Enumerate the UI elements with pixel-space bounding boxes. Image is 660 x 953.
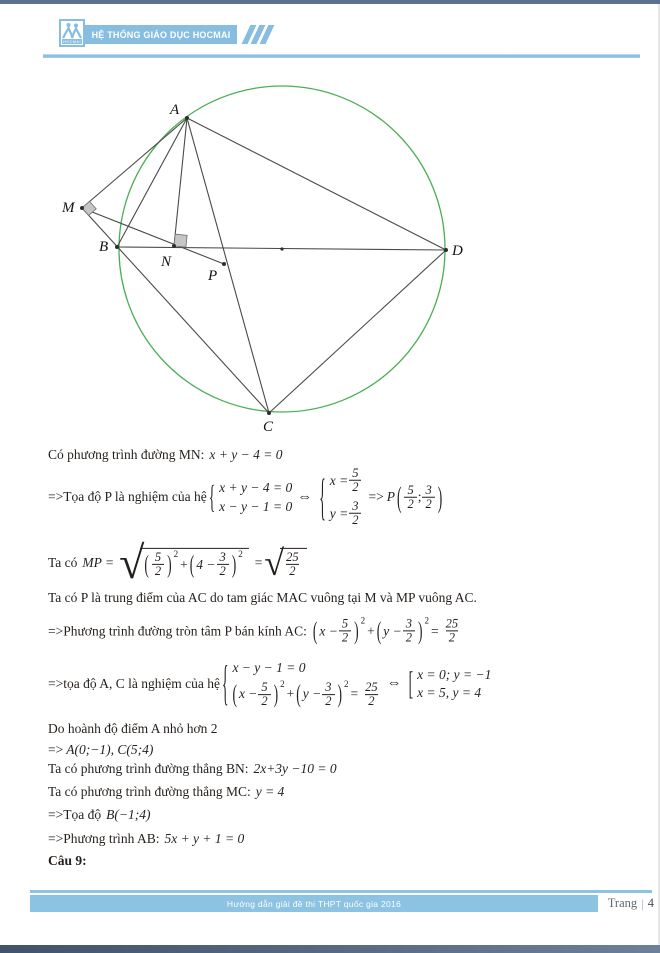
label-d: D xyxy=(452,243,463,259)
point-d xyxy=(444,248,448,252)
fraction xyxy=(258,681,270,708)
denominator: 2 xyxy=(404,497,416,511)
text-run: =>Phương trình đường tròn tâm P bán kính AC: xyxy=(48,623,307,639)
question-9-heading xyxy=(48,853,87,869)
segment-mp xyxy=(82,208,224,264)
equals-sign: = xyxy=(254,555,263,571)
math-expression: y = 4 xyxy=(255,784,285,800)
text-run: =>tọa độ A, C là nghiệm của hệ xyxy=(48,676,220,692)
heading-text: Câu 9: xyxy=(48,853,87,869)
numerator: 5 xyxy=(341,616,349,631)
system-equations xyxy=(219,480,292,514)
left-brace: { xyxy=(221,656,229,711)
left-paren: ( xyxy=(144,549,149,579)
geometry-figure xyxy=(0,0,660,470)
solution-line-circle-eq xyxy=(48,617,462,644)
iff-symbol: ⇔ xyxy=(386,675,402,692)
equation-row: x = 5, y = 4 xyxy=(417,685,482,701)
right-paren: ) xyxy=(354,616,359,645)
left-paren: ( xyxy=(396,479,402,513)
equation-row xyxy=(232,678,381,709)
page-number xyxy=(608,895,654,912)
exponent: 2 xyxy=(280,678,285,689)
denominator: 2 xyxy=(349,513,361,527)
denominator: 2 xyxy=(403,631,415,645)
fraction xyxy=(217,551,229,578)
right-angle-marker-n xyxy=(174,234,187,247)
radicand xyxy=(140,548,248,578)
denominator: 2 xyxy=(349,480,361,494)
left-bracket: [ xyxy=(408,665,414,702)
fraction xyxy=(403,617,415,644)
page-value: 4 xyxy=(647,896,654,910)
math-expression: x = xyxy=(329,472,349,488)
point-b xyxy=(115,245,119,249)
radical: √ ( $\frac{5}{2}$ ) 2 + ( 4 − $\frac{3}{2}$ ) 2 xyxy=(119,548,249,578)
label-m: M xyxy=(62,200,75,216)
equation-row xyxy=(330,467,363,494)
denominator: 2 xyxy=(217,564,229,578)
text-run: Do hoành độ điểm A nhỏ hơn 2 xyxy=(48,721,218,737)
label-n: N xyxy=(161,254,172,270)
fraction xyxy=(349,500,361,527)
circle-center-dot xyxy=(280,247,283,250)
right-paren: ) xyxy=(231,549,237,579)
left-paren: ( xyxy=(296,679,301,709)
solution-line-ab xyxy=(48,831,244,847)
text-run: Có phương trình đường MN: xyxy=(48,447,205,463)
plus-sign: + xyxy=(286,686,295,702)
segment-an xyxy=(174,118,187,246)
solution-line-b-result xyxy=(48,807,150,823)
point-c xyxy=(267,411,271,415)
denominator: 2 xyxy=(152,564,164,578)
bottom-bar xyxy=(0,945,660,953)
text-run: Ta có phương trình đường thẳng MC: xyxy=(48,784,251,800)
math-expression: x + y − 4 = 0 xyxy=(209,447,283,463)
footer-rule xyxy=(30,890,652,893)
fraction xyxy=(322,681,334,708)
numerator: 25 xyxy=(286,549,299,564)
page-separator: | xyxy=(641,895,644,911)
exponent: 2 xyxy=(344,678,349,689)
solution-line-ac-result xyxy=(48,742,153,758)
math-group xyxy=(188,548,245,579)
text-run: =>Tọa độ xyxy=(48,807,102,823)
text-run: Ta có xyxy=(48,555,78,571)
point-n xyxy=(172,244,176,248)
fraction xyxy=(283,551,302,578)
right-paren: ) xyxy=(418,616,423,645)
equals-sign: = xyxy=(431,623,439,639)
segment-ab xyxy=(117,118,187,247)
math-expression: y − xyxy=(383,623,402,639)
math-group xyxy=(311,617,367,644)
left-paren: ( xyxy=(232,679,237,709)
label-p: P xyxy=(208,268,218,284)
math-group xyxy=(142,548,180,579)
equation-row: x + y − 4 = 0 xyxy=(219,479,293,495)
figure-points xyxy=(80,116,448,415)
math-expression: A(0;−1), C(5;4) xyxy=(66,742,154,758)
math-group xyxy=(294,678,350,709)
numerator: 5 xyxy=(261,679,268,694)
math-expression: x − xyxy=(319,623,338,639)
numerator: 5 xyxy=(352,465,359,480)
math-expression: B(−1;4) xyxy=(106,807,151,823)
segment-ad xyxy=(187,118,446,250)
numerator: 3 xyxy=(405,616,412,631)
system-equations xyxy=(232,660,381,708)
math-expression: 5x + y + 1 = 0 xyxy=(164,831,245,847)
exponent: 2 xyxy=(173,548,179,559)
numerator: 5 xyxy=(154,549,162,564)
fraction xyxy=(152,551,164,578)
denominator: 2 xyxy=(286,564,298,578)
solution-line-ac-system xyxy=(48,656,492,711)
footer-bar: Hướng dẫn giải đề thi THPT quốc gia 2016 xyxy=(30,895,598,912)
numerator: 3 xyxy=(352,499,359,513)
separator: ; xyxy=(417,489,422,505)
system-solutions xyxy=(330,467,363,528)
solution-line-condition xyxy=(48,721,218,737)
page-label: Trang xyxy=(607,896,638,910)
label-a: A xyxy=(170,102,180,118)
right-paren: ) xyxy=(167,549,172,579)
point-a xyxy=(185,116,189,120)
point-name: P xyxy=(386,489,395,505)
solution-line-midpoint xyxy=(48,590,477,606)
text-run: =>Phương trình AB: xyxy=(48,831,160,847)
math-group xyxy=(375,617,431,644)
numerator: 25 xyxy=(445,616,459,631)
math-expression: 2x+3y −10 = 0 xyxy=(253,761,337,777)
solution-cases xyxy=(417,667,491,701)
equals-sign: = xyxy=(350,686,359,702)
left-paren: ( xyxy=(376,616,382,645)
denominator: 2 xyxy=(365,694,377,708)
radical: √ $\frac{25}{2}$ xyxy=(264,548,306,578)
figure-segments xyxy=(82,118,446,413)
denominator: 2 xyxy=(339,631,351,645)
math-expression: x − xyxy=(238,686,258,702)
fraction xyxy=(349,467,361,494)
exponent: 2 xyxy=(424,615,429,626)
exponent: 2 xyxy=(360,615,366,626)
left-paren: ( xyxy=(189,549,195,579)
radicand xyxy=(280,548,307,578)
equation-row: x − y − 1 = 0 xyxy=(219,498,293,514)
arrow: => xyxy=(368,489,384,505)
iff-symbol: ⇔ xyxy=(297,488,313,505)
segment-dc xyxy=(269,250,446,413)
math-expression: y − xyxy=(302,686,322,702)
math-expression: MP = xyxy=(82,555,115,571)
solution-line-mc xyxy=(48,784,284,800)
solution-line-bn xyxy=(48,761,337,777)
text-run: =>Tọa độ P là nghiệm của hệ xyxy=(48,489,207,505)
equation-row xyxy=(330,500,363,527)
fraction xyxy=(443,617,462,644)
arrow: => xyxy=(48,742,64,758)
left-brace: { xyxy=(208,478,216,515)
logo-caption: HOCMAI xyxy=(63,39,81,44)
numerator: 5 xyxy=(407,482,414,497)
point-m xyxy=(80,206,84,210)
header-banner: HỆ THỐNG GIÁO DỤC HOCMAI xyxy=(85,25,237,44)
left-brace: { xyxy=(319,467,326,525)
numerator: 3 xyxy=(425,482,432,497)
fraction xyxy=(422,483,434,510)
denominator: 2 xyxy=(322,694,334,708)
label-c: C xyxy=(263,419,274,435)
solution-line-mp xyxy=(48,537,307,588)
solution-line-p xyxy=(48,467,444,528)
math-expression: 4 − xyxy=(196,556,216,572)
right-paren: ) xyxy=(273,679,279,709)
denominator: 2 xyxy=(446,631,458,645)
math-group xyxy=(232,678,286,709)
point-p xyxy=(222,262,226,266)
label-b: B xyxy=(99,239,109,255)
numerator: 25 xyxy=(365,679,378,694)
exponent: 2 xyxy=(238,548,243,559)
fraction xyxy=(339,617,351,644)
equation-row: x − y − 1 = 0 xyxy=(232,660,306,676)
denominator: 2 xyxy=(422,497,434,511)
plus-sign: + xyxy=(180,556,188,572)
left-paren: ( xyxy=(312,616,318,645)
numerator: 3 xyxy=(219,549,226,564)
fraction xyxy=(362,681,381,708)
denominator: 2 xyxy=(258,694,270,708)
segment-ma xyxy=(82,118,187,208)
fraction xyxy=(404,483,416,510)
math-expression: y = xyxy=(329,505,349,521)
equation-row: x = 0; y = −1 xyxy=(417,666,492,682)
plus-sign: + xyxy=(367,623,375,639)
solution-line-mn xyxy=(48,447,283,463)
text-run: Ta có P là trung điểm của AC do tam giác MAC vuông tại M và MP vuông AC. xyxy=(48,590,477,606)
right-paren: ) xyxy=(337,679,343,709)
text-run: Ta có phương trình đường thẳng BN: xyxy=(48,761,249,777)
numerator: 3 xyxy=(325,679,332,694)
right-paren: ) xyxy=(437,479,443,513)
